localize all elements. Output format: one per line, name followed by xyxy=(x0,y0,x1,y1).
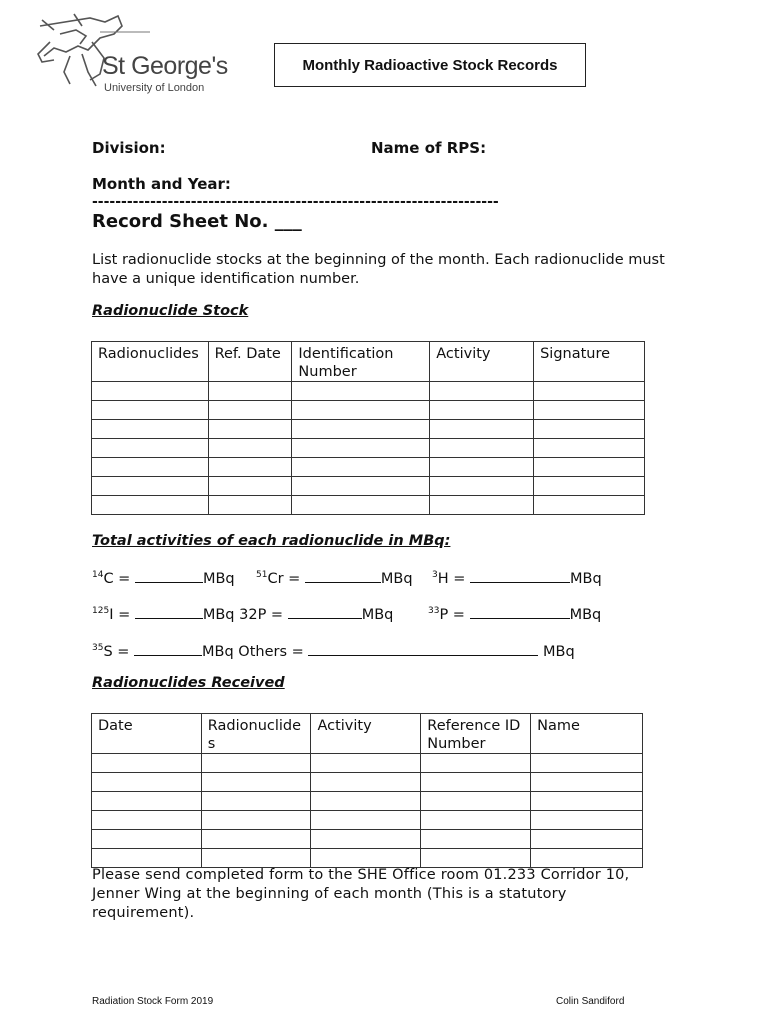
table-cell[interactable] xyxy=(311,811,421,830)
cr51-input[interactable] xyxy=(305,568,381,583)
table-cell[interactable] xyxy=(208,496,292,515)
table-cell[interactable] xyxy=(92,754,202,773)
table-cell[interactable] xyxy=(208,401,292,420)
col-header: Activity xyxy=(430,342,534,382)
unit-label: MBq Others = xyxy=(202,644,304,660)
nuclide-label: C = xyxy=(103,571,131,587)
table-cell[interactable] xyxy=(208,439,292,458)
col-header: Radionuclides xyxy=(92,342,209,382)
table-cell[interactable] xyxy=(534,420,645,439)
table-cell[interactable] xyxy=(311,754,421,773)
table-cell[interactable] xyxy=(92,401,209,420)
logo-name: St George's xyxy=(102,52,228,80)
table-cell[interactable] xyxy=(208,420,292,439)
table-cell[interactable] xyxy=(531,849,643,868)
h3-input[interactable] xyxy=(470,568,570,583)
table-cell[interactable] xyxy=(311,830,421,849)
unit-label: MBq 32P = xyxy=(202,607,284,623)
col-header: Identification Number xyxy=(292,342,430,382)
table-cell[interactable] xyxy=(292,420,430,439)
table-cell[interactable] xyxy=(208,458,292,477)
form-title: Monthly Radioactive Stock Records xyxy=(274,43,586,87)
table-cell[interactable] xyxy=(92,458,209,477)
total-s35 xyxy=(92,641,575,660)
table-cell[interactable] xyxy=(92,849,202,868)
table-cell[interactable] xyxy=(92,439,209,458)
table-cell[interactable] xyxy=(531,754,643,773)
unit-label: MBq xyxy=(570,571,602,587)
table-cell[interactable] xyxy=(292,477,430,496)
table-cell[interactable] xyxy=(92,830,202,849)
table-cell[interactable] xyxy=(534,382,645,401)
table-cell[interactable] xyxy=(534,439,645,458)
table-cell[interactable] xyxy=(92,773,202,792)
table-cell[interactable] xyxy=(531,792,643,811)
col-header: Reference ID Number xyxy=(421,714,531,754)
table-cell[interactable] xyxy=(421,754,531,773)
table-cell[interactable] xyxy=(421,830,531,849)
table-cell[interactable] xyxy=(430,496,534,515)
table-cell[interactable] xyxy=(201,754,311,773)
nuclide-label: P = xyxy=(439,607,465,623)
col-header: Signature xyxy=(534,342,645,382)
mass-number: 35 xyxy=(92,643,104,653)
table-cell[interactable] xyxy=(430,401,534,420)
table-cell[interactable] xyxy=(421,849,531,868)
unit-label: MBq xyxy=(361,607,394,623)
table-cell[interactable] xyxy=(201,849,311,868)
rps-label: Name of RPS: xyxy=(371,139,487,157)
nuclide-label: S = xyxy=(103,644,130,660)
footer-author: Colin Sandiford xyxy=(556,996,625,1007)
total-h3 xyxy=(432,568,602,587)
table-cell[interactable] xyxy=(292,458,430,477)
received-table xyxy=(91,713,643,868)
table-row xyxy=(92,849,643,868)
c14-input[interactable] xyxy=(135,568,203,583)
table-cell[interactable] xyxy=(201,811,311,830)
table-row xyxy=(92,773,643,792)
table-cell[interactable] xyxy=(311,849,421,868)
col-header: Date xyxy=(92,714,202,754)
table-header-row xyxy=(92,714,643,754)
table-cell[interactable] xyxy=(430,420,534,439)
table-cell[interactable] xyxy=(531,811,643,830)
mass-number: 14 xyxy=(92,570,104,580)
nuclide-label: H = xyxy=(437,571,466,587)
table-cell[interactable] xyxy=(430,477,534,496)
mass-number: 3 xyxy=(432,570,438,580)
table-cell[interactable] xyxy=(421,773,531,792)
table-cell[interactable] xyxy=(531,773,643,792)
table-row xyxy=(92,496,645,515)
mass-number: 33 xyxy=(428,606,440,616)
table-row xyxy=(92,792,643,811)
submission-note: Please send completed form to the SHE Office room 01.233 Corridor 10, Jenner Wing at the beginning of each month (This is a statutory requirement). xyxy=(92,867,630,921)
col-header: Name xyxy=(531,714,643,754)
table-cell[interactable] xyxy=(311,773,421,792)
table-row xyxy=(92,811,643,830)
table-header-row xyxy=(92,342,645,382)
table-cell[interactable] xyxy=(534,477,645,496)
table-cell[interactable] xyxy=(421,811,531,830)
table-cell[interactable] xyxy=(292,439,430,458)
unit-label: MBq xyxy=(202,571,235,587)
table-cell[interactable] xyxy=(292,401,430,420)
table-row xyxy=(92,477,645,496)
p33-input[interactable] xyxy=(470,604,570,619)
table-cell[interactable] xyxy=(201,773,311,792)
others-input[interactable] xyxy=(308,641,538,656)
table-cell[interactable] xyxy=(292,496,430,515)
month-year-label: Month and Year: xyxy=(92,175,231,193)
p32-input[interactable] xyxy=(288,604,362,619)
separator-line: ---------------------------------------------------------------------- xyxy=(92,194,499,210)
total-cr51 xyxy=(256,568,413,587)
table-cell[interactable] xyxy=(534,496,645,515)
mass-number: 125 xyxy=(92,606,110,616)
table-row xyxy=(92,458,645,477)
table-cell[interactable] xyxy=(531,830,643,849)
total-i125 xyxy=(92,604,393,623)
table-cell[interactable] xyxy=(534,401,645,420)
table-cell[interactable] xyxy=(92,420,209,439)
table-cell[interactable] xyxy=(311,792,421,811)
stock-heading: Radionuclide Stock xyxy=(92,303,249,319)
table-cell[interactable] xyxy=(534,458,645,477)
total-c14 xyxy=(92,568,235,587)
table-row xyxy=(92,439,645,458)
table-row xyxy=(92,420,645,439)
table-cell[interactable] xyxy=(92,792,202,811)
table-cell[interactable] xyxy=(201,830,311,849)
nuclide-label: I = xyxy=(109,607,131,623)
logo-subtitle: University of London xyxy=(104,82,205,94)
total-p33 xyxy=(428,604,601,623)
table-cell[interactable] xyxy=(92,496,209,515)
col-header: Activity xyxy=(311,714,421,754)
record-sheet-number: Record Sheet No. ___ xyxy=(92,211,302,232)
table-row xyxy=(92,382,645,401)
totals-heading: Total activities of each radionuclide in MBq: xyxy=(92,533,451,549)
unit-label: MBq xyxy=(380,571,413,587)
nuclide-label: Cr = xyxy=(267,571,301,587)
table-cell[interactable] xyxy=(421,792,531,811)
table-cell[interactable] xyxy=(208,477,292,496)
col-header: Ref. Date xyxy=(208,342,292,382)
table-cell[interactable] xyxy=(201,792,311,811)
table-cell[interactable] xyxy=(430,382,534,401)
intro-text: List radionuclide stocks at the beginning of the month. Each radionuclide must have a unique identification number. xyxy=(92,252,665,287)
table-row xyxy=(92,830,643,849)
table-cell[interactable] xyxy=(292,382,430,401)
unit-label: MBq xyxy=(569,607,602,623)
col-header: Radionuclides xyxy=(201,714,311,754)
received-heading: Radionuclides Received xyxy=(92,675,285,691)
table-cell[interactable] xyxy=(208,382,292,401)
table-cell[interactable] xyxy=(92,382,209,401)
table-cell[interactable] xyxy=(430,458,534,477)
mass-number: 51 xyxy=(256,570,268,580)
table-cell[interactable] xyxy=(92,811,202,830)
stock-table xyxy=(91,341,645,515)
division-label: Division: xyxy=(92,139,166,157)
s35-input[interactable] xyxy=(134,641,202,656)
table-row xyxy=(92,754,643,773)
unit-label: MBq xyxy=(543,644,575,660)
table-row xyxy=(92,401,645,420)
table-cell[interactable] xyxy=(92,477,209,496)
footer-form-name: Radiation Stock Form 2019 xyxy=(92,996,214,1007)
i125-input[interactable] xyxy=(135,604,203,619)
table-cell[interactable] xyxy=(430,439,534,458)
